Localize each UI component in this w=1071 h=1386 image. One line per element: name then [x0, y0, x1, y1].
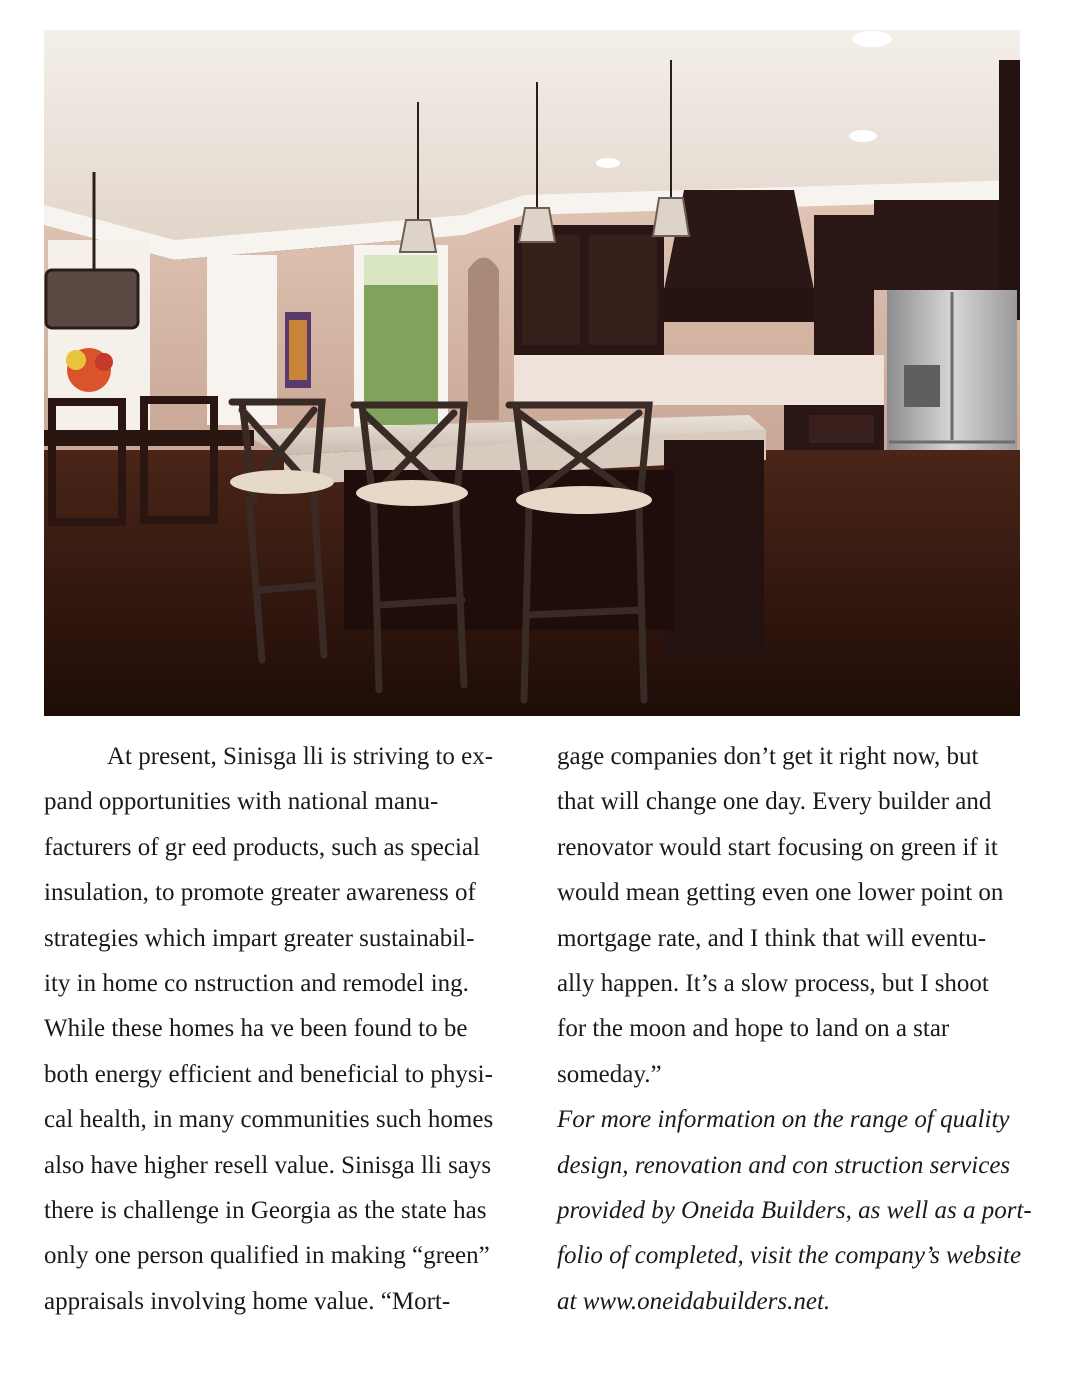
left-line-3: facturers of gr eed products, such as special — [44, 833, 480, 861]
left-line-6: ity in home co nstruction and remodel ing. — [44, 970, 469, 998]
right-line-2: that will change one day. Every builder and — [557, 788, 992, 816]
left-line-9: cal health, in many communities such homes — [44, 1106, 494, 1134]
left-line-7: While these homes ha ve been found to be — [44, 1015, 468, 1043]
right-line-3: renovator would start focusing on green if it — [557, 833, 998, 861]
left-word-5: “Mort- — [380, 1287, 451, 1315]
website-link[interactable]: at www.oneidabuilders.net. — [557, 1287, 831, 1315]
left-line-11: there is challenge in Georgia as the state has — [44, 1197, 487, 1225]
left-word-1: appraisals — [44, 1287, 144, 1315]
left-word-3: home — [252, 1287, 308, 1315]
right-line-6: ally happen. It’s a slow process, but I shoot — [557, 970, 989, 998]
right-line-4: would mean getting even one lower point on — [557, 879, 1004, 907]
left-line-8: both energy efficient and beneficial to physi- — [44, 1060, 493, 1088]
left-line-5: strategies which impart greater sustainabil- — [44, 924, 475, 952]
kitchen-photo — [44, 30, 1020, 716]
left-line-10: also have higher resell value. Sinisga lli says — [44, 1151, 492, 1179]
info-line-2: design, renovation and con struction services — [557, 1151, 1011, 1179]
info-line-4: folio of completed, visit the company’s website — [557, 1242, 1022, 1270]
left-line-4: insulation, to promote greater awareness of — [44, 879, 476, 907]
info-line-3: provided by Oneida Builders, as well as a port- — [557, 1197, 1032, 1225]
right-line-5: mortgage rate, and I think that will eventu- — [557, 924, 987, 952]
right-line-1: gage companies don’t get it right now, but — [557, 743, 979, 770]
article-right-column — [557, 734, 1033, 1324]
left-line-13 — [44, 1279, 522, 1324]
right-line-8: someday.” — [557, 1060, 662, 1088]
left-line-2: pand opportunities with national manu- — [44, 788, 439, 816]
article-left-column — [44, 734, 522, 1324]
left-line-12: only one person qualified in making “green” — [44, 1242, 490, 1270]
left-word-4: value. — [314, 1287, 375, 1315]
right-line-7: for the moon and hope to land on a star — [557, 1015, 950, 1043]
left-word-2: involving — [150, 1287, 247, 1315]
info-line-1: For more information on the range of quality — [557, 1106, 1010, 1134]
left-line-1: At present, Sinisga lli is striving to ex- — [107, 743, 494, 770]
